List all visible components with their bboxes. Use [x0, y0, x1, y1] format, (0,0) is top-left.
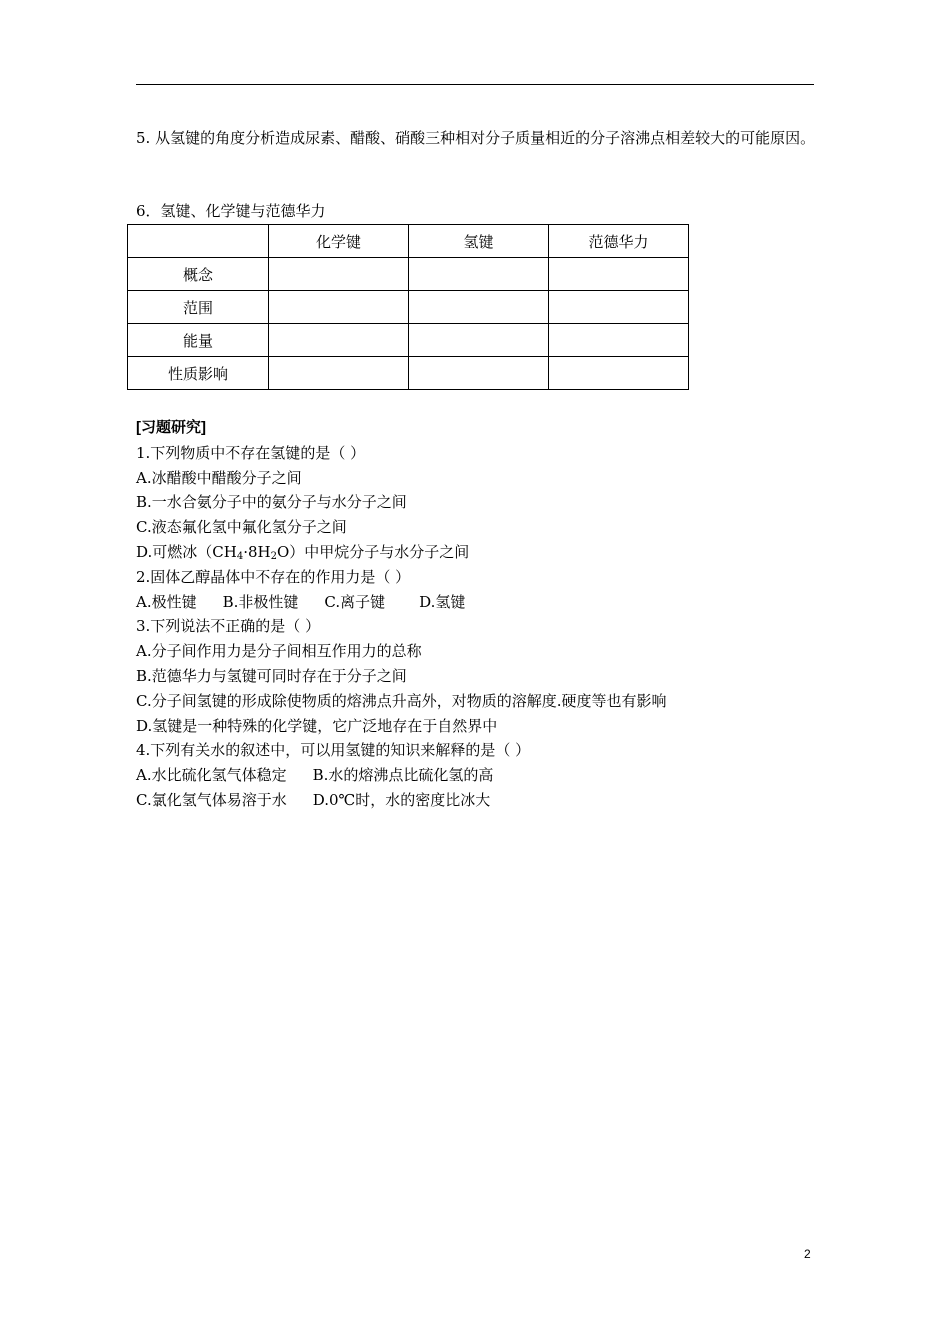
exercises-heading: [习题研究]: [136, 419, 206, 436]
comparison-table: [127, 224, 689, 390]
table-header-cell: 氢键: [409, 225, 549, 258]
q1-option-a: A.冰醋酸中醋酸分子之间: [136, 468, 302, 487]
q3-option-a: A.分子间作用力是分子间相互作用力的总称: [136, 642, 422, 661]
q2-option-a: A.极性键: [136, 592, 197, 611]
q4-option-d: D.0℃时，水的密度比冰大: [312, 790, 491, 809]
table-cell: [549, 258, 689, 291]
q4-options-row-2: [136, 788, 666, 813]
q3-option-b: B.范德华力与氢键可同时存在于分子之间: [136, 666, 407, 685]
table-cell: [409, 324, 549, 357]
q1-stem: 1.下列物质中不存在氢键的是（ ）: [136, 443, 366, 462]
table-row: [128, 258, 689, 291]
table-header-cell: 范德华力: [549, 225, 689, 258]
q4-options-row-1: [136, 763, 666, 788]
table-cell: [549, 357, 689, 390]
q2-options: [136, 590, 666, 615]
table-header-cell: [128, 225, 269, 258]
q1-d-subscript-1: 4: [236, 550, 244, 562]
q2-option-d: D.氢键: [419, 592, 466, 611]
table-cell: [269, 357, 409, 390]
row-label: 概念: [128, 258, 269, 291]
q1-d-suffix: O）中甲烷分子与水分子之间: [276, 542, 470, 561]
q1-option-b: B.一水合氨分子中的氨分子与水分子之间: [136, 493, 407, 512]
q1-option-d: [136, 540, 666, 565]
q1-d-subscript-2: 2: [270, 550, 277, 562]
q1-option-c: C.液态氟化氢中氟化氢分子之间: [136, 518, 347, 537]
header-rule: [136, 84, 814, 85]
table-cell: [409, 357, 549, 390]
table-row: [128, 357, 689, 390]
table-row: [128, 291, 689, 324]
q2-option-b: B.非极性键: [222, 592, 299, 611]
row-label: 范围: [128, 291, 269, 324]
table-cell: [269, 324, 409, 357]
table-cell: [269, 258, 409, 291]
q3-option-d: D.氢键是一种特殊的化学键，它广泛地存在于自然界中: [136, 716, 498, 735]
q2-option-c: C.离子键: [324, 592, 386, 611]
q1-d-mid: ·8H: [243, 542, 271, 561]
page-number: 2: [804, 1247, 811, 1261]
q4-option-c: C.氯化氢气体易溶于水: [136, 790, 287, 809]
q3-stem: 3.下列说法不正确的是（ ）: [136, 617, 321, 636]
table-cell: [409, 258, 549, 291]
q4-option-b: B.水的熔沸点比硫化氢的高: [312, 766, 494, 785]
table-cell: [409, 291, 549, 324]
table-row: [128, 324, 689, 357]
q3-option-c: C.分子间氢键的形成除使物质的熔沸点升高外，对物质的溶解度.硬度等也有影响: [136, 691, 667, 710]
table-cell: [549, 291, 689, 324]
question-5: 5. 从氢键的角度分析造成尿素、醋酸、硝酸三种相对分子质量相近的分子溶沸点相差较大的可能原因。: [136, 129, 816, 147]
q2-stem: 2.固体乙醇晶体中不存在的作用力是（ ）: [136, 567, 411, 586]
q4-option-a: A.水比硫化氢气体稳定: [136, 766, 287, 785]
table-header-row: [128, 225, 689, 258]
question-6-title: 6．氢键、化学键与范德华力: [136, 202, 326, 220]
q4-stem: 4.下列有关水的叙述中，可以用氢键的知识来解释的是（ ）: [136, 741, 531, 760]
row-label: 性质影响: [128, 357, 269, 390]
exercises-section: [136, 416, 666, 813]
table-cell: [269, 291, 409, 324]
table-header-cell: 化学键: [269, 225, 409, 258]
table-cell: [549, 324, 689, 357]
q1-d-prefix: D.可燃冰（CH: [136, 542, 237, 561]
row-label: 能量: [128, 324, 269, 357]
